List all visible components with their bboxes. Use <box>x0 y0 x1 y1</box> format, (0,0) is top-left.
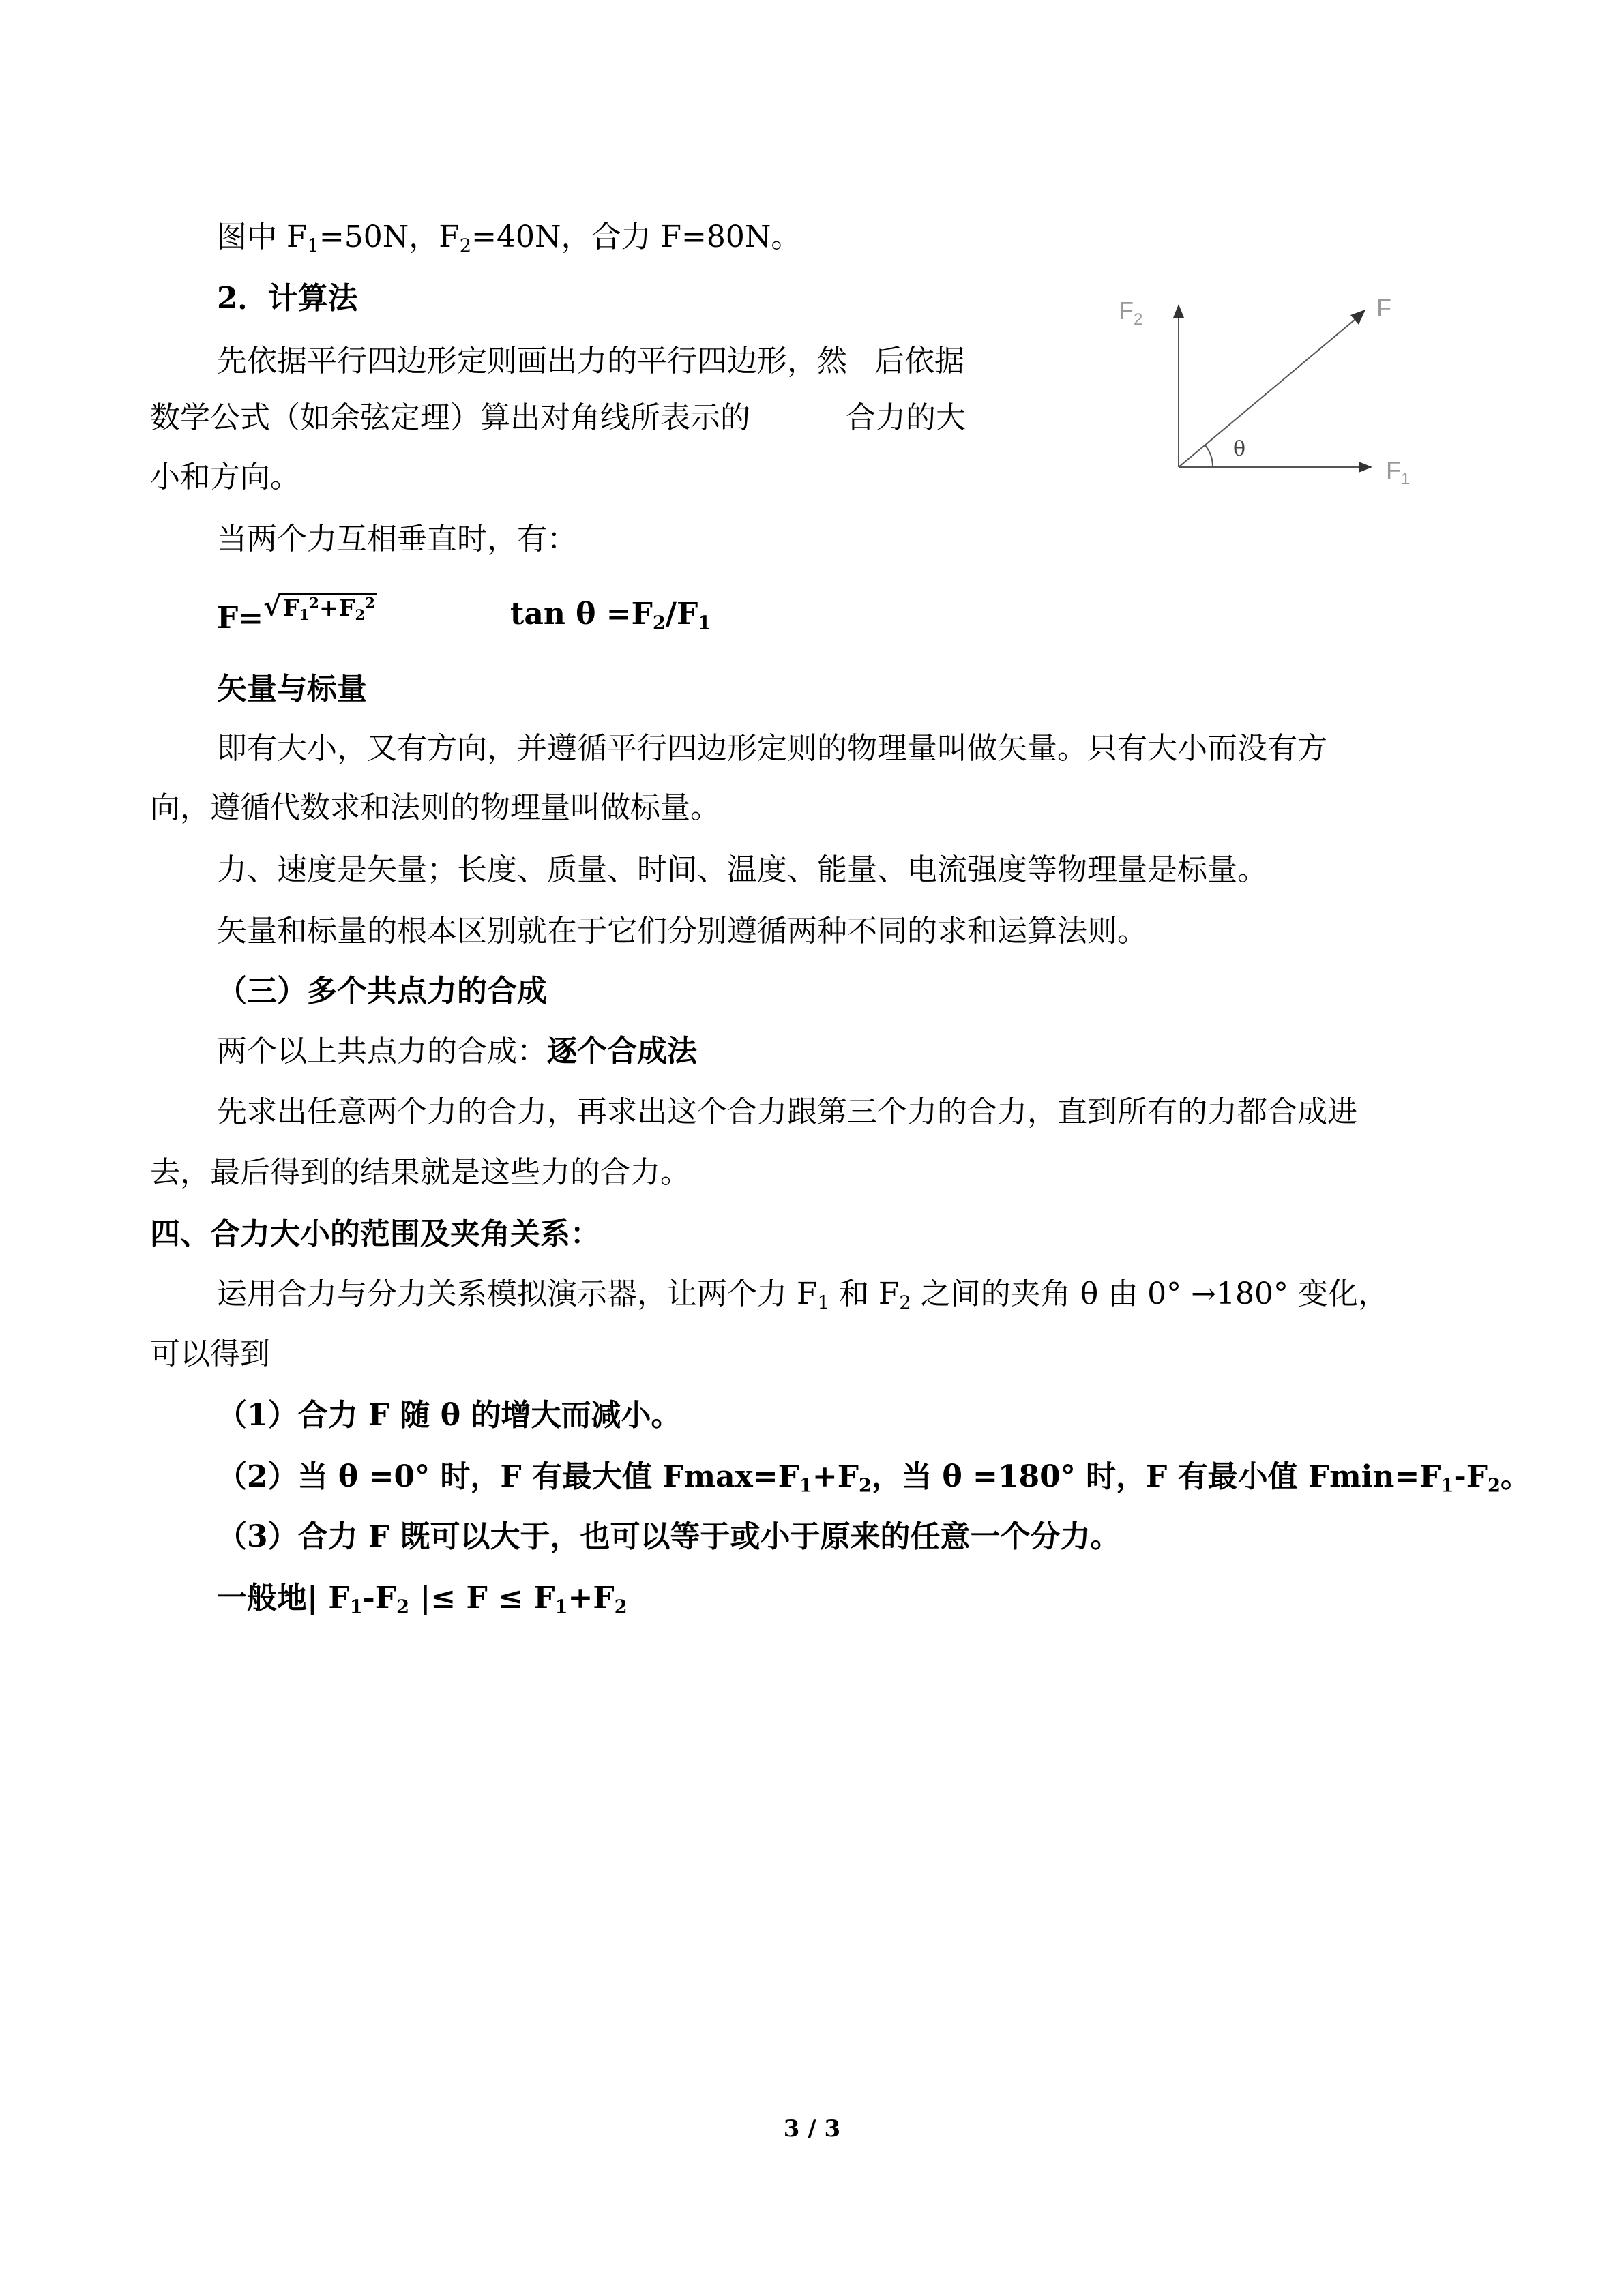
heading-vector-scalar: 矢量与标量 <box>217 672 367 706</box>
paragraph-simulator-1: 运用合力与分力关系模拟演示器，让两个力 $F_1$ 和 $F_2$ 之间的夹角 θ 由 0° →180° 变化， <box>217 1277 1389 1314</box>
paragraph-vector-def-2: 向，遵循代数求和法则的物理量叫做标量。 <box>150 790 720 825</box>
page-number: 3 / 3 <box>783 2115 841 2143</box>
general-inequality: 一般地| $F_1-F_2$ |≤ $F \le F_1+F_2$ <box>217 1581 628 1618</box>
force-vector-diagram <box>1091 286 1460 484</box>
paragraph-multiple-forces-method: 两个以上共点力的合成：逐个合成法 <box>217 1034 697 1069</box>
label-f: F <box>1376 294 1391 322</box>
formula-tan-theta: $\tan \theta =F_2/F_1$ <box>510 597 711 634</box>
conclusion-3: （3）合力 F 既可以大于，也可以等于或小于原来的任意一个分力。 <box>217 1519 1121 1554</box>
theta-arc <box>1205 445 1213 467</box>
paragraph-calc-line-2: 数学公式（如余弦定理）算出对角线所表示的 合力的大 <box>150 400 966 435</box>
resultant-vector-line <box>1179 316 1359 467</box>
sqrt-expression: $√F_1^2+F_2^2$ <box>263 591 375 623</box>
f1-arrowhead <box>1359 462 1372 473</box>
heading-calculation-method: 2．计算法 <box>217 281 358 316</box>
conclusion-2: （2）当 θ =0° 时，F 有最大值 $Fmax=F_1+F_2$，当 θ =180° 时，F 有最小值 $Fmin=F_1-F_2$。 <box>217 1459 1531 1497</box>
formula-resultant: $F=√F_1^2+F_2^2$ <box>217 588 377 638</box>
paragraph-vector-difference: 矢量和标量的根本区别就在于它们分别遵循两种不同的求和运算法则。 <box>217 914 1147 949</box>
label-theta: θ <box>1233 437 1246 461</box>
paragraph-vector-def-1: 即有大小，又有方向，并遵循平行四边形定则的物理量叫做矢量。只有大小而没有方 <box>217 731 1327 766</box>
f2-arrowhead <box>1173 304 1184 318</box>
paragraph-simulator-2: 可以得到 <box>150 1337 270 1371</box>
paragraph-calc-line-3: 小和方向。 <box>150 460 300 494</box>
heading-range-angle: 四、合力大小的范围及夹角关系： <box>150 1217 600 1251</box>
label-f2: $F_2$ <box>1119 297 1143 329</box>
resultant-arrowhead <box>1350 310 1365 325</box>
paragraph-successive-2: 去，最后得到的结果就是这些力的合力。 <box>150 1155 690 1190</box>
heading-multiple-forces: （三）多个共点力的合成 <box>217 974 547 1009</box>
conclusion-1: （1）合力 F 随 θ 的增大而减小。 <box>217 1398 681 1433</box>
perpendicular-forces-intro: 当两个力互相垂直时，有： <box>217 522 577 556</box>
paragraph-successive-1: 先求出任意两个力的合力，再求出这个合力跟第三个力的合力，直到所有的力都合成进 <box>217 1094 1357 1129</box>
line-forces-given: 图中 $F_1=50N$，$F_2=40N$，合力 F=80N。 <box>217 220 801 257</box>
paragraph-vector-examples: 力、速度是矢量；长度、质量、时间、温度、能量、电流强度等物理量是标量。 <box>217 852 1267 887</box>
label-f1: $F_1$ <box>1386 456 1411 484</box>
paragraph-calc-line-1: 先依据平行四边形定则画出力的平行四边形，然 后依据 <box>217 344 964 378</box>
